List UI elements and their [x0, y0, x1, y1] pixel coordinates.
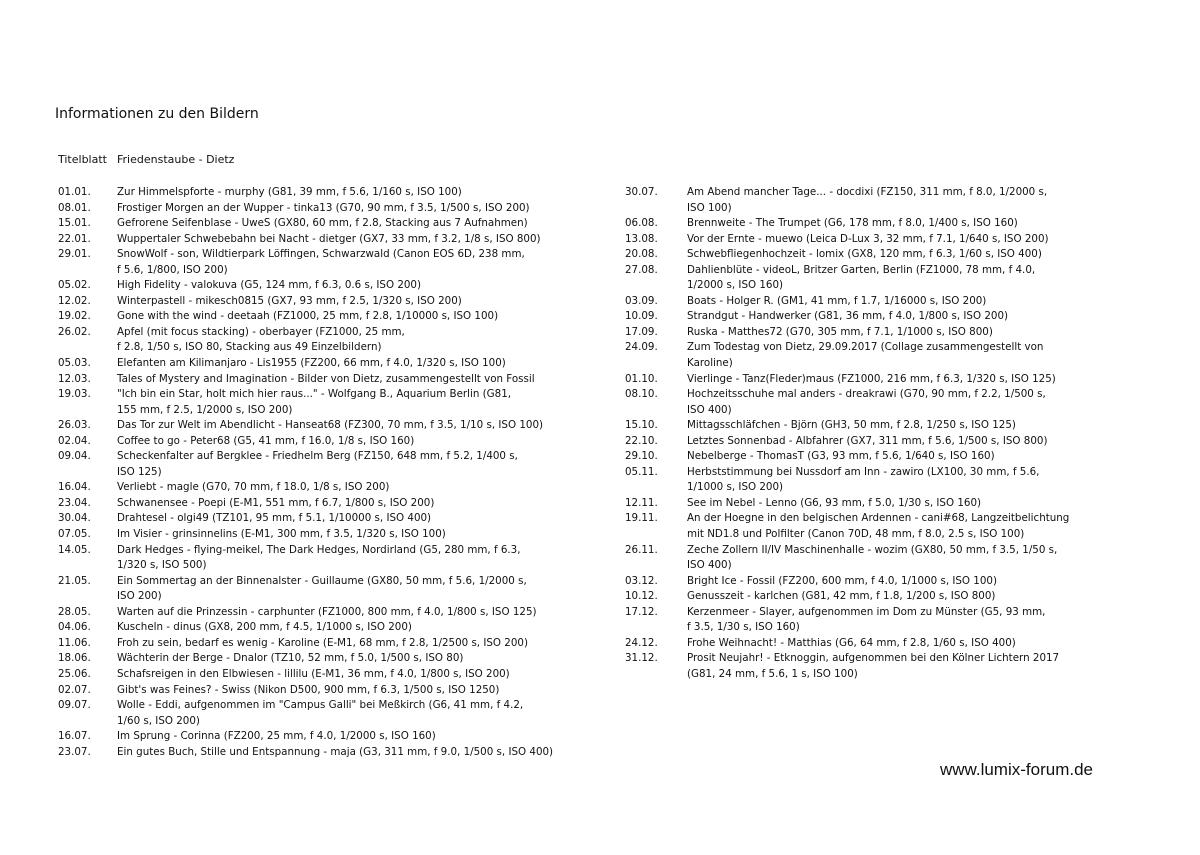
entry-text: Strandgut - Handwerker (G81, 36 mm, f 4.0, 1/800 s, ISO 200) — [687, 310, 1009, 323]
list-item — [58, 745, 578, 761]
list-item — [58, 356, 578, 372]
list-item — [625, 372, 1095, 388]
entry-date: 31.12. — [625, 652, 658, 665]
list-item — [625, 294, 1095, 310]
entry-text: Herbststimmung bei Nussdorf am Inn - zawiro (LX100, 30 mm, f 5.6, 1/1000 s, ISO 200) — [687, 465, 1040, 494]
cover-label: Titelblatt — [58, 153, 107, 166]
list-item — [58, 480, 578, 496]
entry-text: Zum Todestag von Dietz, 29.09.2017 (Collage zusammengestellt von Karoline) — [687, 341, 1044, 370]
entry-date: 16.07. — [58, 730, 91, 743]
list-item — [58, 527, 578, 543]
right-column — [625, 185, 1095, 683]
list-item — [58, 325, 578, 356]
entry-text: Coffee to go - Peter68 (G5, 41 mm, f 16.0, 1/8 s, ISO 160) — [117, 434, 415, 447]
entry-text: Scheckenfalter auf Bergklee - Friedhelm Berg (FZ150, 648 mm, f 5.2, 1/400 s, ISO 125) — [117, 450, 518, 478]
entry-date: 01.10. — [625, 372, 658, 385]
entry-date: 03.09. — [625, 294, 658, 307]
footer-url: www.lumix-forum.de — [939, 760, 1093, 779]
list-item — [625, 309, 1095, 325]
entry-date: 22.01. — [58, 232, 91, 245]
entry-date: 05.02. — [58, 279, 91, 292]
list-item — [58, 247, 578, 278]
entry-date: 10.09. — [625, 310, 658, 323]
list-item — [58, 511, 578, 527]
cover-text: Friedenstaube - Dietz — [117, 153, 235, 166]
entry-text: Gone with the wind - deetaah (FZ1000, 25 mm, f 2.8, 1/10000 s, ISO 100) — [117, 310, 499, 323]
list-item — [625, 418, 1095, 434]
entry-date: 19.11. — [625, 512, 658, 525]
list-item — [58, 216, 578, 232]
entry-date: 26.11. — [625, 543, 658, 556]
entry-date: 17.12. — [625, 605, 658, 618]
entry-date: 18.06. — [58, 652, 91, 665]
entry-date: 02.04. — [58, 434, 91, 447]
list-item — [625, 434, 1095, 450]
list-item — [625, 185, 1095, 216]
list-item — [625, 340, 1095, 371]
entry-text: Letztes Sonnenbad - Albfahrer (GX7, 311 mm, f 5.6, 1/500 s, ISO 800) — [687, 434, 1048, 447]
entry-date: 04.06. — [58, 621, 91, 634]
left-column — [58, 185, 578, 760]
entry-date: 11.06. — [58, 636, 91, 649]
entry-date: 23.04. — [58, 496, 91, 509]
entry-date: 28.05. — [58, 605, 91, 618]
list-item — [58, 496, 578, 512]
entry-text: Nebelberge - ThomasT (G3, 93 mm, f 5.6, 1/640 s, ISO 160) — [687, 450, 995, 463]
entry-date: 01.01. — [58, 186, 91, 198]
entry-text: Apfel (mit focus stacking) - oberbayer (FZ1000, 25 mm, f 2.8, 1/50 s, ISO 80, Stacking aus 49 Einzelbildern) — [117, 325, 405, 354]
list-item — [625, 605, 1095, 636]
entry-date: 15.01. — [58, 217, 91, 230]
list-item — [625, 216, 1095, 232]
entry-text: Ruska - Matthes72 (G70, 305 mm, f 7.1, 1/1000 s, ISO 800) — [687, 325, 993, 338]
list-item — [58, 605, 578, 621]
entry-date: 12.03. — [58, 372, 91, 385]
entry-text: Boats - Holger R. (GM1, 41 mm, f 1.7, 1/16000 s, ISO 200) — [687, 294, 987, 307]
list-item — [625, 651, 1095, 682]
entry-date: 02.07. — [58, 683, 91, 696]
entry-text: Wolle - Eddi, aufgenommen im "Campus Galli" bei Meßkirch (G6, 41 mm, f 4.2, 1/60 s, ISO 200) — [117, 699, 524, 727]
entry-text: Bright Ice - Fossil (FZ200, 600 mm, f 4.0, 1/1000 s, ISO 100) — [687, 574, 997, 587]
entry-date: 21.05. — [58, 574, 91, 587]
entry-text: Kerzenmeer - Slayer, aufgenommen im Dom zu Münster (G5, 93 mm, f 3.5, 1/30 s, ISO 160) — [687, 605, 1046, 634]
list-item — [625, 247, 1095, 263]
entry-date: 08.01. — [58, 201, 91, 214]
list-item — [625, 543, 1095, 574]
entry-text: Frohe Weihnacht! - Matthias (G6, 64 mm, f 2.8, 1/60 s, ISO 400) — [687, 636, 1016, 649]
entry-date: 30.07. — [625, 186, 658, 198]
entry-text: See im Nebel - Lenno (G6, 93 mm, f 5.0, 1/30 s, ISO 160) — [687, 496, 982, 509]
entry-date: 05.03. — [58, 357, 91, 370]
entry-text: Froh zu sein, bedarf es wenig - Karoline (E-M1, 68 mm, f 2.8, 1/2500 s, ISO 200) — [117, 636, 528, 649]
entry-text: Das Tor zur Welt im Abendlicht - Hanseat68 (FZ300, 70 mm, f 3.5, 1/10 s, ISO 100) — [117, 419, 544, 432]
entry-text: Drahtesel - olgi49 (TZ101, 95 mm, f 5.1, 1/10000 s, ISO 400) — [117, 512, 432, 525]
list-item — [58, 620, 578, 636]
entry-text: Im Sprung - Corinna (FZ200, 25 mm, f 4.0, 1/2000 s, ISO 160) — [117, 730, 436, 743]
entry-text: Gefrorene Seifenblase - UweS (GX80, 60 mm, f 2.8, Stacking aus 7 Aufnahmen) — [117, 217, 528, 230]
entry-text: Vor der Ernte - muewo (Leica D-Lux 3, 32 mm, f 7.1, 1/640 s, ISO 200) — [687, 232, 1049, 245]
list-item — [58, 683, 578, 699]
list-item — [58, 232, 578, 248]
entry-text: Mittagsschläfchen - Björn (GH3, 50 mm, f 2.8, 1/250 s, ISO 125) — [687, 419, 1016, 432]
list-item — [58, 667, 578, 683]
entry-date: 09.04. — [58, 450, 91, 463]
list-item — [58, 636, 578, 652]
entry-text: Warten auf die Prinzessin - carphunter (FZ1000, 800 mm, f 4.0, 1/800 s, ISO 125) — [117, 605, 537, 618]
list-item — [58, 574, 578, 605]
entry-text: Verliebt - magle (G70, 70 mm, f 18.0, 1/8 s, ISO 200) — [117, 481, 390, 494]
entry-date: 27.08. — [625, 263, 658, 276]
entry-text: Genusszeit - karlchen (G81, 42 mm, f 1.8, 1/200 s, ISO 800) — [687, 590, 996, 603]
list-item — [58, 372, 578, 388]
entry-date: 29.10. — [625, 450, 658, 463]
list-item — [58, 185, 578, 201]
entry-text: Prosit Neujahr! - Etknoggin, aufgenommen bei den Kölner Lichtern 2017 (G81, 24 mm, f 5.6, 1 s, ISO 100) — [687, 652, 1060, 680]
entry-date: 12.02. — [58, 294, 91, 307]
entry-date: 12.11. — [625, 496, 658, 509]
entry-date: 10.12. — [625, 590, 658, 603]
entry-text: Im Visier - grinsinnelins (E-M1, 300 mm, f 3.5, 1/320 s, ISO 100) — [117, 528, 446, 541]
entry-date: 26.03. — [58, 419, 91, 432]
entry-date: 13.08. — [625, 232, 658, 245]
list-item — [58, 729, 578, 745]
list-item — [58, 278, 578, 294]
entry-date: 14.05. — [58, 543, 91, 556]
list-item — [58, 449, 578, 480]
entry-date: 17.09. — [625, 325, 658, 338]
entry-text: Winterpastell - mikesch0815 (GX7, 93 mm, f 2.5, 1/320 s, ISO 200) — [117, 294, 462, 307]
entry-text: Ein Sommertag an der Binnenalster - Guillaume (GX80, 50 mm, f 5.6, 1/2000 s, ISO 200) — [117, 574, 527, 603]
entry-date: 16.04. — [58, 481, 91, 494]
entry-date: 05.11. — [625, 465, 658, 478]
list-item — [58, 201, 578, 217]
list-item — [625, 465, 1095, 496]
entry-text: Gibt's was Feines? - Swiss (Nikon D500, 900 mm, f 6.3, 1/500 s, ISO 1250) — [117, 683, 500, 696]
entry-text: Wächterin der Berge - Dnalor (TZ10, 52 mm, f 5.0, 1/500 s, ISO 80) — [117, 652, 464, 665]
entry-text: Dark Hedges - flying-meikel, The Dark Hedges, Nordirland (G5, 280 mm, f 6.3, 1/320 s, ISO 500) — [117, 543, 521, 572]
entry-date: 19.03. — [58, 388, 91, 401]
entry-text: Frostiger Morgen an der Wupper - tinka13 (G70, 90 mm, f 3.5, 1/500 s, ISO 200) — [117, 201, 530, 214]
entry-date: 30.04. — [58, 512, 91, 525]
entry-date: 29.01. — [58, 248, 91, 261]
entry-date: 15.10. — [625, 419, 658, 432]
list-item — [625, 263, 1095, 294]
cover-info — [58, 153, 234, 166]
entry-date: 03.12. — [625, 574, 658, 587]
list-item — [58, 434, 578, 450]
entry-text: Schwanensee - Poepi (E-M1, 551 mm, f 6.7, 1/800 s, ISO 200) — [117, 496, 435, 509]
entry-date: 25.06. — [58, 667, 91, 680]
entry-date: 07.05. — [58, 528, 91, 541]
entry-date: 22.10. — [625, 434, 658, 447]
list-item — [625, 449, 1095, 465]
entry-text: "Ich bin ein Star, holt mich hier raus..." - Wolfgang B., Aquarium Berlin (G81, 155 mm, f 2.5, 1/2000 s, ISO 200) — [117, 388, 512, 416]
entry-text: Schafsreigen in den Elbwiesen - lillilu (E-M1, 36 mm, f 4.0, 1/800 s, ISO 200) — [117, 667, 510, 680]
list-item — [58, 387, 578, 418]
entry-text: Schwebfliegenhochzeit - lomix (GX8, 120 mm, f 6.3, 1/60 s, ISO 400) — [687, 248, 1042, 261]
entry-text: Zeche Zollern II/IV Maschinenhalle - wozim (GX80, 50 mm, f 3.5, 1/50 s, ISO 400) — [687, 543, 1058, 572]
list-item — [58, 698, 578, 729]
entry-text: Ein gutes Buch, Stille und Entspannung - maja (G3, 311 mm, f 9.0, 1/500 s, ISO 400) — [117, 745, 554, 758]
entry-text: Zur Himmelspforte - murphy (G81, 39 mm, f 5.6, 1/160 s, ISO 100) — [117, 186, 462, 198]
entry-date: 19.02. — [58, 310, 91, 323]
entry-text: Tales of Mystery and Imagination - Bilder von Dietz, zusammengestellt von Fossil — [117, 372, 535, 385]
entry-date: 24.09. — [625, 341, 658, 354]
list-item — [625, 232, 1095, 248]
entry-date: 26.02. — [58, 325, 91, 338]
entry-text: Wuppertaler Schwebebahn bei Nacht - dietger (GX7, 33 mm, f 3.2, 1/8 s, ISO 800) — [117, 232, 541, 245]
list-item — [625, 387, 1095, 418]
list-item — [625, 496, 1095, 512]
list-item — [625, 325, 1095, 341]
entry-date: 06.08. — [625, 217, 658, 230]
page-title: Informationen zu den Bildern — [55, 106, 259, 122]
list-item — [625, 589, 1095, 605]
list-item — [625, 511, 1095, 542]
list-item — [58, 651, 578, 667]
entry-text: Vierlinge - Tanz(Fleder)maus (FZ1000, 216 mm, f 6.3, 1/320 s, ISO 125) — [687, 372, 1056, 385]
entry-text: Dahlienblüte - videoL, Britzer Garten, Berlin (FZ1000, 78 mm, f 4.0, 1/2000 s, ISO 160) — [687, 263, 1036, 292]
list-item — [58, 309, 578, 325]
list-item — [58, 294, 578, 310]
entry-text: Elefanten am Kilimanjaro - Lis1955 (FZ200, 66 mm, f 4.0, 1/320 s, ISO 100) — [117, 357, 506, 370]
list-item — [625, 636, 1095, 652]
entry-text: High Fidelity - valokuva (G5, 124 mm, f 6.3, 0.6 s, ISO 200) — [117, 279, 421, 292]
list-item — [625, 574, 1095, 590]
entry-text: An der Hoegne in den belgischen Ardennen - cani#68, Langzeitbelichtung mit ND1.8 und Polfilter (Canon 70D, 48 mm, f 8.0, 2.5 s, ISO 100) — [687, 512, 1070, 541]
entry-date: 08.10. — [625, 388, 658, 401]
entry-text: Hochzeitsschuhe mal anders - dreakrawi (G70, 90 mm, f 2.2, 1/500 s, ISO 400) — [687, 388, 1046, 416]
list-item — [58, 418, 578, 434]
list-item — [58, 543, 578, 574]
entry-text: Am Abend mancher Tage... - docdixi (FZ150, 311 mm, f 8.0, 1/2000 s, ISO 100) — [687, 186, 1048, 214]
entry-text: Brennweite - The Trumpet (G6, 178 mm, f 8.0, 1/400 s, ISO 160) — [687, 217, 1018, 230]
entry-date: 24.12. — [625, 636, 658, 649]
entry-date: 20.08. — [625, 248, 658, 261]
entry-date: 09.07. — [58, 699, 91, 712]
entry-date: 23.07. — [58, 745, 91, 758]
entry-text: Kuscheln - dinus (GX8, 200 mm, f 4.5, 1/1000 s, ISO 200) — [117, 621, 412, 634]
entry-text: SnowWolf - son, Wildtierpark Löffingen, Schwarzwald (Canon EOS 6D, 238 mm, f 5.6, 1/800, ISO 200) — [117, 248, 525, 276]
